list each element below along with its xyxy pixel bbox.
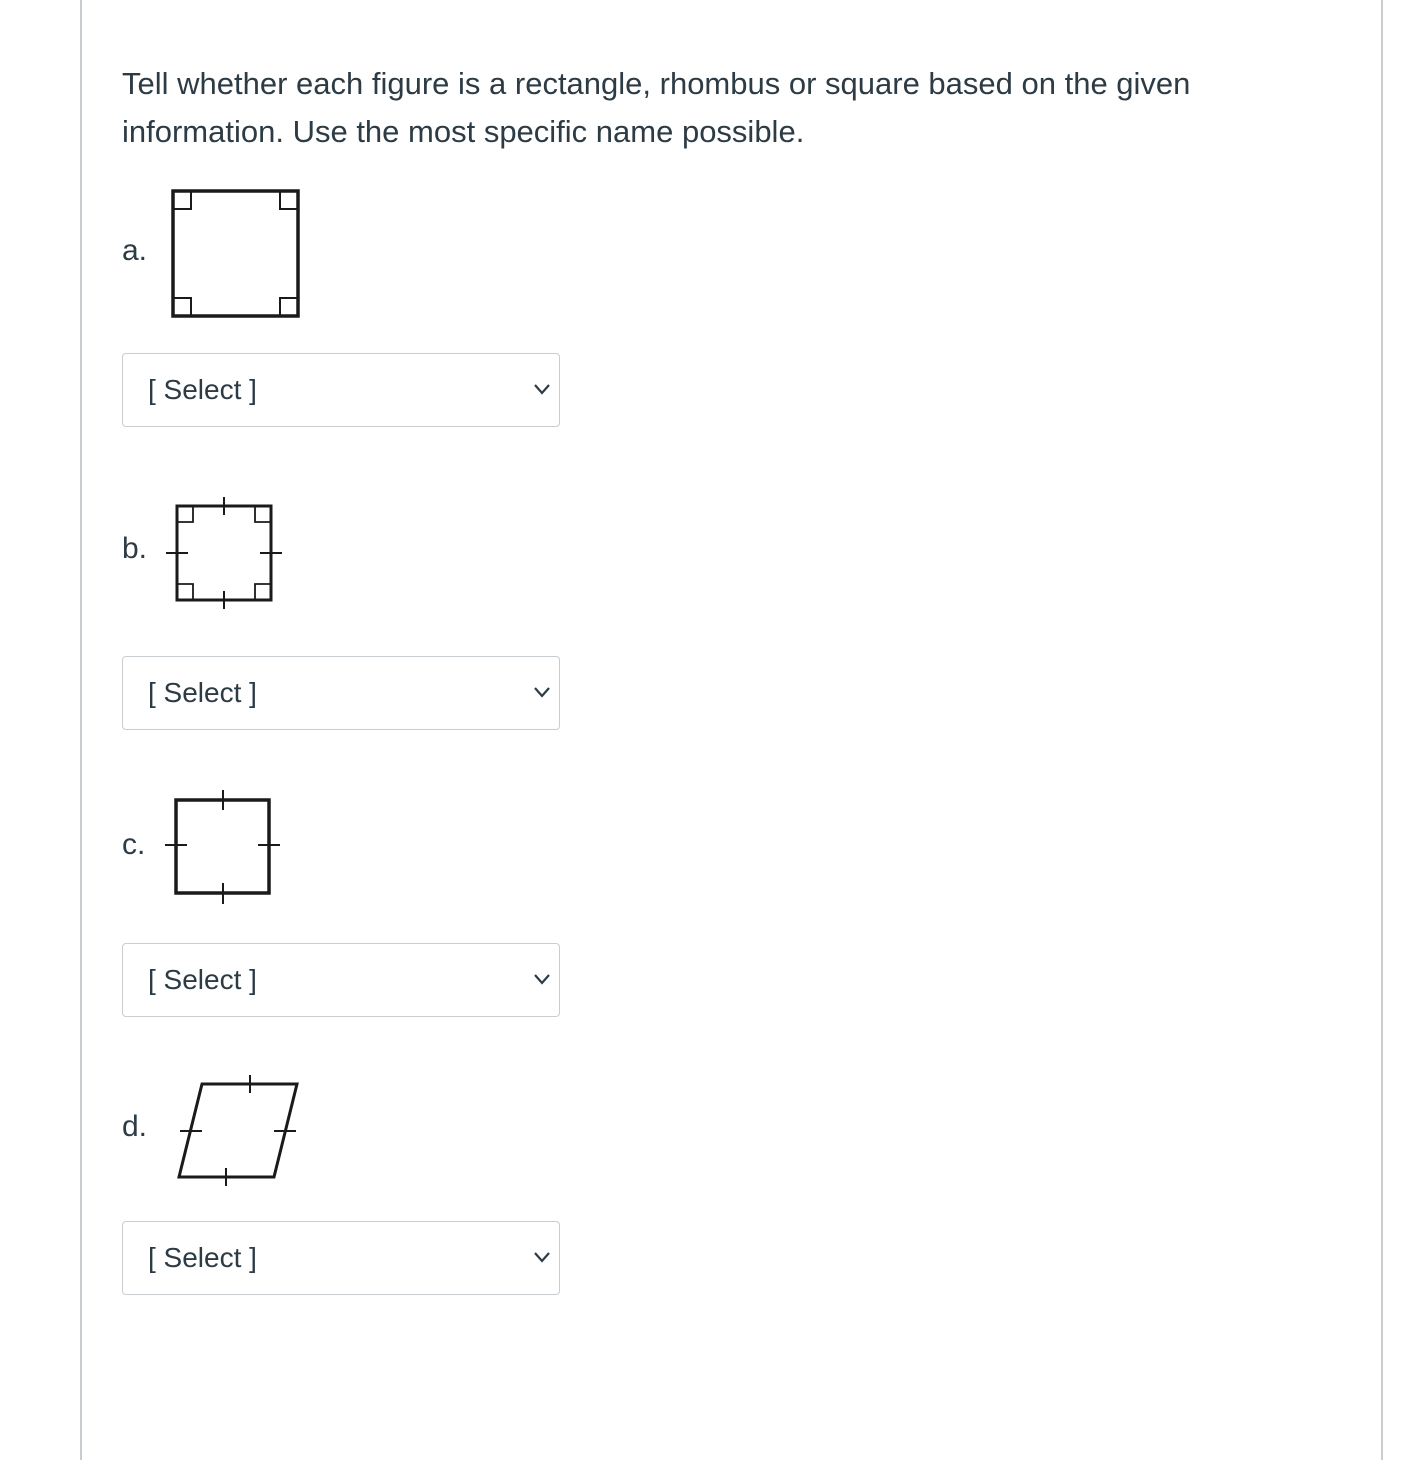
item-a-label: a. bbox=[122, 234, 148, 267]
chevron-down-icon bbox=[533, 1250, 551, 1264]
item-b-label: b. bbox=[122, 532, 148, 565]
content-border-left bbox=[80, 0, 82, 1460]
chevron-down-icon bbox=[533, 685, 551, 699]
select-item-c[interactable] bbox=[122, 943, 560, 1017]
select-item-b[interactable] bbox=[122, 656, 560, 730]
item-d-label: d. bbox=[122, 1110, 148, 1143]
select-item-d-value: [ Select ] bbox=[148, 1242, 257, 1273]
chevron-down-icon bbox=[533, 972, 551, 986]
select-item-a[interactable] bbox=[122, 353, 560, 427]
question-prompt: Tell whether each figure is a rectangle, rhombus or square based on the given information. Use the most specific name possible. bbox=[122, 66, 1191, 149]
figure-d-rhombus-with-tick-marks bbox=[172, 1074, 304, 1186]
select-item-b-value: [ Select ] bbox=[148, 677, 257, 708]
select-item-a-value: [ Select ] bbox=[148, 374, 257, 405]
content-border-right bbox=[1381, 0, 1383, 1460]
select-item-d[interactable] bbox=[122, 1221, 560, 1295]
chevron-down-icon bbox=[533, 382, 551, 396]
figure-b-square-with-right-angles-and-tick-marks bbox=[162, 494, 286, 612]
select-item-c-value: [ Select ] bbox=[148, 964, 257, 995]
item-c-label: c. bbox=[122, 828, 146, 861]
figure-c-square-with-tick-marks bbox=[162, 788, 286, 908]
figure-a-square-with-right-angle-marks bbox=[168, 186, 304, 320]
